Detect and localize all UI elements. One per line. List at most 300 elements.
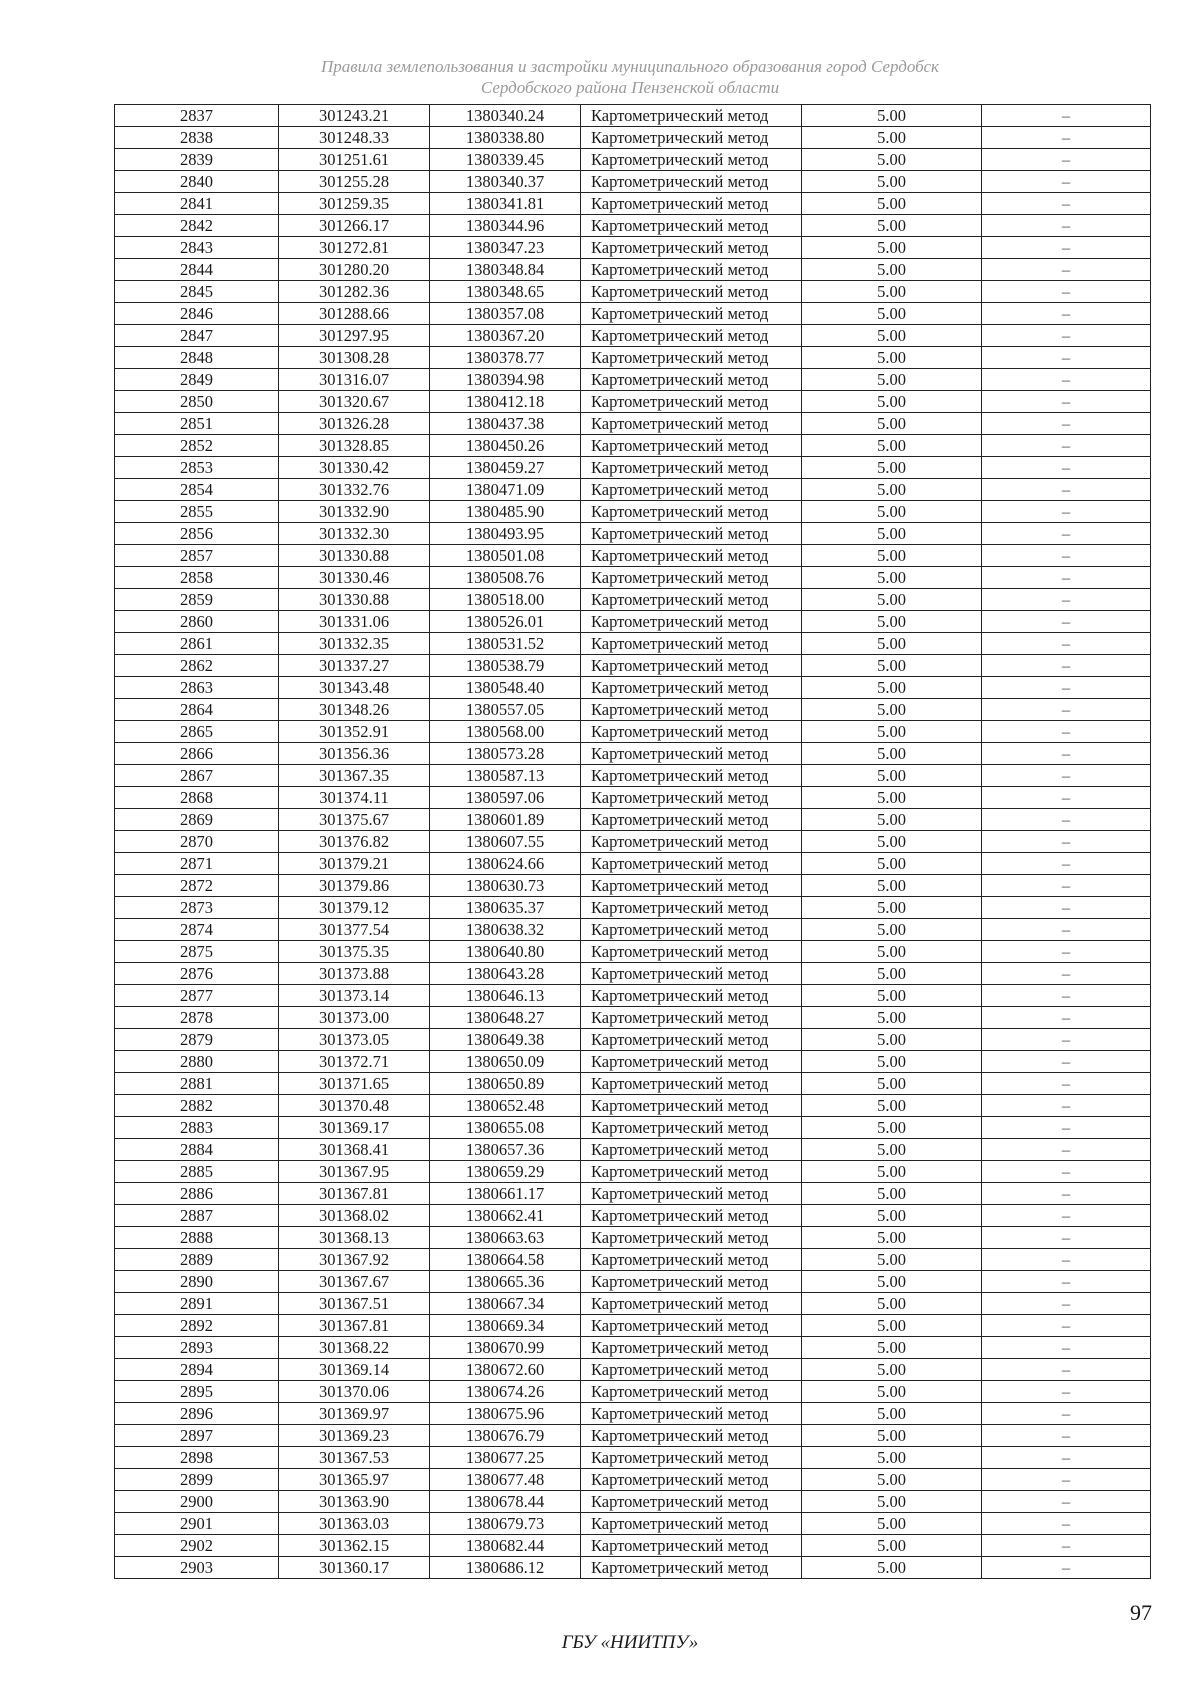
cell-note: –	[982, 941, 1151, 963]
cell-accuracy: 5.00	[802, 1271, 982, 1293]
cell-method: Картометрический метод	[581, 611, 802, 633]
cell-method: Картометрический метод	[581, 941, 802, 963]
cell-method: Картометрический метод	[581, 1205, 802, 1227]
table-row	[115, 523, 1151, 545]
cell-accuracy: 5.00	[802, 1007, 982, 1029]
cell-method: Картометрический метод	[581, 787, 802, 809]
cell-method: Картометрический метод	[581, 1557, 802, 1579]
cell-accuracy: 5.00	[802, 1469, 982, 1491]
cell-accuracy: 5.00	[802, 963, 982, 985]
cell-y-coordinate: 1380659.29	[430, 1161, 581, 1183]
cell-note: –	[982, 1271, 1151, 1293]
cell-note: –	[982, 127, 1151, 149]
cell-note: –	[982, 787, 1151, 809]
cell-accuracy: 5.00	[802, 1095, 982, 1117]
cell-note: –	[982, 1029, 1151, 1051]
cell-x-coordinate: 301331.06	[279, 611, 430, 633]
cell-method: Картометрический метод	[581, 1513, 802, 1535]
table-row	[115, 303, 1151, 325]
cell-accuracy: 5.00	[802, 699, 982, 721]
cell-note: –	[982, 1073, 1151, 1095]
cell-y-coordinate: 1380675.96	[430, 1403, 581, 1425]
cell-x-coordinate: 301363.90	[279, 1491, 430, 1513]
cell-accuracy: 5.00	[802, 413, 982, 435]
cell-note: –	[982, 699, 1151, 721]
cell-point-number: 2871	[115, 853, 279, 875]
cell-accuracy: 5.00	[802, 897, 982, 919]
cell-point-number: 2903	[115, 1557, 279, 1579]
cell-method: Картометрический метод	[581, 655, 802, 677]
cell-method: Картометрический метод	[581, 1359, 802, 1381]
cell-x-coordinate: 301308.28	[279, 347, 430, 369]
cell-y-coordinate: 1380357.08	[430, 303, 581, 325]
cell-note: –	[982, 897, 1151, 919]
cell-method: Картометрический метод	[581, 1535, 802, 1557]
cell-y-coordinate: 1380665.36	[430, 1271, 581, 1293]
table-row	[115, 919, 1151, 941]
cell-point-number: 2874	[115, 919, 279, 941]
cell-y-coordinate: 1380682.44	[430, 1535, 581, 1557]
cell-point-number: 2893	[115, 1337, 279, 1359]
table-row	[115, 1073, 1151, 1095]
cell-y-coordinate: 1380686.12	[430, 1557, 581, 1579]
cell-y-coordinate: 1380367.20	[430, 325, 581, 347]
table-row	[115, 149, 1151, 171]
cell-point-number: 2846	[115, 303, 279, 325]
cell-accuracy: 5.00	[802, 919, 982, 941]
cell-accuracy: 5.00	[802, 1227, 982, 1249]
table-row	[115, 193, 1151, 215]
cell-accuracy: 5.00	[802, 1139, 982, 1161]
cell-point-number: 2899	[115, 1469, 279, 1491]
cell-note: –	[982, 853, 1151, 875]
cell-accuracy: 5.00	[802, 985, 982, 1007]
cell-point-number: 2858	[115, 567, 279, 589]
cell-point-number: 2898	[115, 1447, 279, 1469]
cell-accuracy: 5.00	[802, 1029, 982, 1051]
cell-x-coordinate: 301367.92	[279, 1249, 430, 1271]
cell-x-coordinate: 301330.46	[279, 567, 430, 589]
cell-point-number: 2859	[115, 589, 279, 611]
cell-y-coordinate: 1380339.45	[430, 149, 581, 171]
cell-accuracy: 5.00	[802, 1557, 982, 1579]
cell-x-coordinate: 301365.97	[279, 1469, 430, 1491]
cell-method: Картометрический метод	[581, 391, 802, 413]
cell-point-number: 2885	[115, 1161, 279, 1183]
cell-point-number: 2877	[115, 985, 279, 1007]
cell-method: Картометрический метод	[581, 919, 802, 941]
table-row	[115, 1117, 1151, 1139]
cell-y-coordinate: 1380597.06	[430, 787, 581, 809]
cell-accuracy: 5.00	[802, 127, 982, 149]
table-row	[115, 677, 1151, 699]
cell-accuracy: 5.00	[802, 1491, 982, 1513]
cell-y-coordinate: 1380587.13	[430, 765, 581, 787]
cell-point-number: 2849	[115, 369, 279, 391]
cell-x-coordinate: 301343.48	[279, 677, 430, 699]
cell-y-coordinate: 1380568.00	[430, 721, 581, 743]
cell-x-coordinate: 301368.13	[279, 1227, 430, 1249]
cell-accuracy: 5.00	[802, 875, 982, 897]
cell-y-coordinate: 1380646.13	[430, 985, 581, 1007]
table-row	[115, 457, 1151, 479]
running-header	[0, 56, 1200, 98]
cell-accuracy: 5.00	[802, 303, 982, 325]
cell-point-number: 2850	[115, 391, 279, 413]
cell-y-coordinate: 1380657.36	[430, 1139, 581, 1161]
cell-note: –	[982, 413, 1151, 435]
cell-method: Картометрический метод	[581, 1293, 802, 1315]
cell-method: Картометрический метод	[581, 369, 802, 391]
cell-x-coordinate: 301370.48	[279, 1095, 430, 1117]
cell-x-coordinate: 301369.23	[279, 1425, 430, 1447]
table-row	[115, 743, 1151, 765]
cell-accuracy: 5.00	[802, 259, 982, 281]
cell-note: –	[982, 1425, 1151, 1447]
cell-y-coordinate: 1380663.63	[430, 1227, 581, 1249]
cell-accuracy: 5.00	[802, 1359, 982, 1381]
cell-y-coordinate: 1380471.09	[430, 479, 581, 501]
cell-accuracy: 5.00	[802, 1161, 982, 1183]
cell-point-number: 2837	[115, 105, 279, 127]
table-row	[115, 633, 1151, 655]
cell-y-coordinate: 1380573.28	[430, 743, 581, 765]
table-row	[115, 545, 1151, 567]
cell-y-coordinate: 1380679.73	[430, 1513, 581, 1535]
cell-note: –	[982, 1535, 1151, 1557]
table-row	[115, 1447, 1151, 1469]
cell-note: –	[982, 611, 1151, 633]
cell-accuracy: 5.00	[802, 501, 982, 523]
cell-note: –	[982, 1249, 1151, 1271]
table-row	[115, 831, 1151, 853]
cell-point-number: 2861	[115, 633, 279, 655]
cell-x-coordinate: 301332.35	[279, 633, 430, 655]
cell-note: –	[982, 193, 1151, 215]
cell-point-number: 2863	[115, 677, 279, 699]
cell-method: Картометрический метод	[581, 1469, 802, 1491]
cell-x-coordinate: 301379.21	[279, 853, 430, 875]
cell-y-coordinate: 1380676.79	[430, 1425, 581, 1447]
table-row	[115, 963, 1151, 985]
cell-y-coordinate: 1380677.25	[430, 1447, 581, 1469]
cell-y-coordinate: 1380394.98	[430, 369, 581, 391]
cell-point-number: 2851	[115, 413, 279, 435]
cell-x-coordinate: 301370.06	[279, 1381, 430, 1403]
cell-y-coordinate: 1380670.99	[430, 1337, 581, 1359]
header-line-1: Правила землепользования и застройки муниципального образования город Сердобск	[320, 57, 939, 76]
cell-note: –	[982, 215, 1151, 237]
cell-point-number: 2879	[115, 1029, 279, 1051]
table-row	[115, 1381, 1151, 1403]
cell-y-coordinate: 1380538.79	[430, 655, 581, 677]
cell-note: –	[982, 1403, 1151, 1425]
cell-method: Картометрический метод	[581, 1381, 802, 1403]
table-row	[115, 237, 1151, 259]
cell-point-number: 2843	[115, 237, 279, 259]
cell-y-coordinate: 1380485.90	[430, 501, 581, 523]
cell-note: –	[982, 303, 1151, 325]
cell-x-coordinate: 301367.95	[279, 1161, 430, 1183]
cell-accuracy: 5.00	[802, 831, 982, 853]
table-row	[115, 875, 1151, 897]
cell-method: Картометрический метод	[581, 347, 802, 369]
cell-x-coordinate: 301356.36	[279, 743, 430, 765]
cell-x-coordinate: 301326.28	[279, 413, 430, 435]
coordinates-table-body	[115, 105, 1151, 1579]
table-row	[115, 985, 1151, 1007]
cell-method: Картометрический метод	[581, 1315, 802, 1337]
table-row	[115, 413, 1151, 435]
cell-accuracy: 5.00	[802, 655, 982, 677]
table-row	[115, 655, 1151, 677]
cell-x-coordinate: 301243.21	[279, 105, 430, 127]
table-row	[115, 1293, 1151, 1315]
cell-point-number: 2894	[115, 1359, 279, 1381]
cell-x-coordinate: 301367.81	[279, 1183, 430, 1205]
cell-note: –	[982, 259, 1151, 281]
cell-x-coordinate: 301297.95	[279, 325, 430, 347]
table-row	[115, 105, 1151, 127]
cell-y-coordinate: 1380340.24	[430, 105, 581, 127]
cell-y-coordinate: 1380557.05	[430, 699, 581, 721]
cell-method: Картометрический метод	[581, 1073, 802, 1095]
table-row	[115, 1227, 1151, 1249]
cell-note: –	[982, 721, 1151, 743]
cell-method: Картометрический метод	[581, 303, 802, 325]
cell-y-coordinate: 1380624.66	[430, 853, 581, 875]
cell-note: –	[982, 1315, 1151, 1337]
cell-point-number: 2868	[115, 787, 279, 809]
cell-note: –	[982, 1183, 1151, 1205]
cell-accuracy: 5.00	[802, 1293, 982, 1315]
cell-point-number: 2876	[115, 963, 279, 985]
cell-point-number: 2862	[115, 655, 279, 677]
cell-point-number: 2889	[115, 1249, 279, 1271]
cell-point-number: 2896	[115, 1403, 279, 1425]
table-row	[115, 1337, 1151, 1359]
cell-point-number: 2880	[115, 1051, 279, 1073]
cell-accuracy: 5.00	[802, 215, 982, 237]
cell-accuracy: 5.00	[802, 105, 982, 127]
cell-note: –	[982, 435, 1151, 457]
cell-x-coordinate: 301255.28	[279, 171, 430, 193]
cell-method: Картометрический метод	[581, 721, 802, 743]
cell-note: –	[982, 479, 1151, 501]
cell-method: Картометрический метод	[581, 1095, 802, 1117]
header-line-2: Сердобского района Пензенской области	[480, 78, 780, 97]
cell-x-coordinate: 301368.22	[279, 1337, 430, 1359]
cell-accuracy: 5.00	[802, 1073, 982, 1095]
table-row	[115, 347, 1151, 369]
cell-accuracy: 5.00	[802, 479, 982, 501]
cell-y-coordinate: 1380640.80	[430, 941, 581, 963]
cell-accuracy: 5.00	[802, 435, 982, 457]
cell-x-coordinate: 301352.91	[279, 721, 430, 743]
cell-note: –	[982, 743, 1151, 765]
cell-method: Картометрический метод	[581, 149, 802, 171]
cell-point-number: 2845	[115, 281, 279, 303]
cell-y-coordinate: 1380672.60	[430, 1359, 581, 1381]
cell-note: –	[982, 369, 1151, 391]
cell-y-coordinate: 1380648.27	[430, 1007, 581, 1029]
cell-x-coordinate: 301259.35	[279, 193, 430, 215]
cell-accuracy: 5.00	[802, 1051, 982, 1073]
cell-note: –	[982, 963, 1151, 985]
cell-y-coordinate: 1380661.17	[430, 1183, 581, 1205]
cell-y-coordinate: 1380344.96	[430, 215, 581, 237]
table-row	[115, 325, 1151, 347]
cell-y-coordinate: 1380655.08	[430, 1117, 581, 1139]
cell-y-coordinate: 1380638.32	[430, 919, 581, 941]
cell-x-coordinate: 301373.14	[279, 985, 430, 1007]
cell-method: Картометрический метод	[581, 457, 802, 479]
table-row	[115, 171, 1151, 193]
cell-point-number: 2848	[115, 347, 279, 369]
cell-point-number: 2853	[115, 457, 279, 479]
table-row	[115, 1183, 1151, 1205]
cell-accuracy: 5.00	[802, 1249, 982, 1271]
cell-y-coordinate: 1380652.48	[430, 1095, 581, 1117]
cell-note: –	[982, 1139, 1151, 1161]
cell-x-coordinate: 301368.41	[279, 1139, 430, 1161]
cell-method: Картометрический метод	[581, 1425, 802, 1447]
table-row	[115, 1007, 1151, 1029]
cell-note: –	[982, 985, 1151, 1007]
cell-note: –	[982, 105, 1151, 127]
cell-x-coordinate: 301367.81	[279, 1315, 430, 1337]
cell-point-number: 2867	[115, 765, 279, 787]
cell-accuracy: 5.00	[802, 1117, 982, 1139]
table-row	[115, 1557, 1151, 1579]
cell-point-number: 2870	[115, 831, 279, 853]
cell-point-number: 2865	[115, 721, 279, 743]
cell-method: Картометрический метод	[581, 1029, 802, 1051]
cell-x-coordinate: 301375.67	[279, 809, 430, 831]
cell-accuracy: 5.00	[802, 149, 982, 171]
cell-x-coordinate: 301330.88	[279, 589, 430, 611]
cell-note: –	[982, 589, 1151, 611]
cell-point-number: 2844	[115, 259, 279, 281]
cell-method: Картометрический метод	[581, 809, 802, 831]
cell-accuracy: 5.00	[802, 347, 982, 369]
cell-accuracy: 5.00	[802, 677, 982, 699]
cell-x-coordinate: 301363.03	[279, 1513, 430, 1535]
cell-x-coordinate: 301362.15	[279, 1535, 430, 1557]
table-row	[115, 941, 1151, 963]
cell-note: –	[982, 831, 1151, 853]
cell-x-coordinate: 301337.27	[279, 655, 430, 677]
table-row	[115, 1029, 1151, 1051]
cell-method: Картометрический метод	[581, 215, 802, 237]
table-row	[115, 1315, 1151, 1337]
cell-y-coordinate: 1380664.58	[430, 1249, 581, 1271]
cell-accuracy: 5.00	[802, 193, 982, 215]
cell-note: –	[982, 171, 1151, 193]
cell-note: –	[982, 1161, 1151, 1183]
cell-y-coordinate: 1380518.00	[430, 589, 581, 611]
footer-organization: ГБУ «НИИТПУ»	[561, 1632, 699, 1653]
table-row	[115, 1271, 1151, 1293]
cell-note: –	[982, 1381, 1151, 1403]
cell-y-coordinate: 1380677.48	[430, 1469, 581, 1491]
cell-note: –	[982, 347, 1151, 369]
cell-x-coordinate: 301369.97	[279, 1403, 430, 1425]
cell-point-number: 2875	[115, 941, 279, 963]
cell-note: –	[982, 919, 1151, 941]
cell-y-coordinate: 1380650.09	[430, 1051, 581, 1073]
cell-method: Картометрический метод	[581, 831, 802, 853]
cell-point-number: 2901	[115, 1513, 279, 1535]
cell-x-coordinate: 301369.17	[279, 1117, 430, 1139]
cell-method: Картометрический метод	[581, 1139, 802, 1161]
cell-x-coordinate: 301328.85	[279, 435, 430, 457]
table-row	[115, 809, 1151, 831]
table-row	[115, 215, 1151, 237]
cell-y-coordinate: 1380378.77	[430, 347, 581, 369]
cell-note: –	[982, 391, 1151, 413]
cell-method: Картометрический метод	[581, 413, 802, 435]
cell-x-coordinate: 301316.07	[279, 369, 430, 391]
cell-method: Картометрический метод	[581, 875, 802, 897]
cell-point-number: 2881	[115, 1073, 279, 1095]
cell-note: –	[982, 1447, 1151, 1469]
cell-point-number: 2857	[115, 545, 279, 567]
cell-accuracy: 5.00	[802, 809, 982, 831]
cell-y-coordinate: 1380501.08	[430, 545, 581, 567]
cell-y-coordinate: 1380348.65	[430, 281, 581, 303]
cell-method: Картометрический метод	[581, 853, 802, 875]
cell-accuracy: 5.00	[802, 853, 982, 875]
cell-accuracy: 5.00	[802, 171, 982, 193]
cell-point-number: 2873	[115, 897, 279, 919]
cell-method: Картометрический метод	[581, 1051, 802, 1073]
cell-y-coordinate: 1380338.80	[430, 127, 581, 149]
table-row	[115, 1425, 1151, 1447]
cell-method: Картометрический метод	[581, 633, 802, 655]
cell-method: Картометрический метод	[581, 1447, 802, 1469]
cell-y-coordinate: 1380630.73	[430, 875, 581, 897]
cell-note: –	[982, 655, 1151, 677]
cell-x-coordinate: 301266.17	[279, 215, 430, 237]
cell-accuracy: 5.00	[802, 941, 982, 963]
cell-note: –	[982, 237, 1151, 259]
cell-x-coordinate: 301377.54	[279, 919, 430, 941]
cell-x-coordinate: 301367.53	[279, 1447, 430, 1469]
cell-accuracy: 5.00	[802, 1447, 982, 1469]
cell-point-number: 2897	[115, 1425, 279, 1447]
cell-accuracy: 5.00	[802, 369, 982, 391]
cell-accuracy: 5.00	[802, 1403, 982, 1425]
cell-y-coordinate: 1380526.01	[430, 611, 581, 633]
cell-note: –	[982, 1469, 1151, 1491]
table-row	[115, 435, 1151, 457]
table-row	[115, 1139, 1151, 1161]
cell-note: –	[982, 1337, 1151, 1359]
cell-y-coordinate: 1380508.76	[430, 567, 581, 589]
cell-accuracy: 5.00	[802, 1337, 982, 1359]
cell-note: –	[982, 545, 1151, 567]
cell-method: Картометрический метод	[581, 1227, 802, 1249]
cell-method: Картометрический метод	[581, 677, 802, 699]
cell-x-coordinate: 301330.42	[279, 457, 430, 479]
cell-y-coordinate: 1380548.40	[430, 677, 581, 699]
table-row	[115, 853, 1151, 875]
cell-x-coordinate: 301348.26	[279, 699, 430, 721]
cell-y-coordinate: 1380493.95	[430, 523, 581, 545]
table-row	[115, 479, 1151, 501]
cell-x-coordinate: 301367.51	[279, 1293, 430, 1315]
